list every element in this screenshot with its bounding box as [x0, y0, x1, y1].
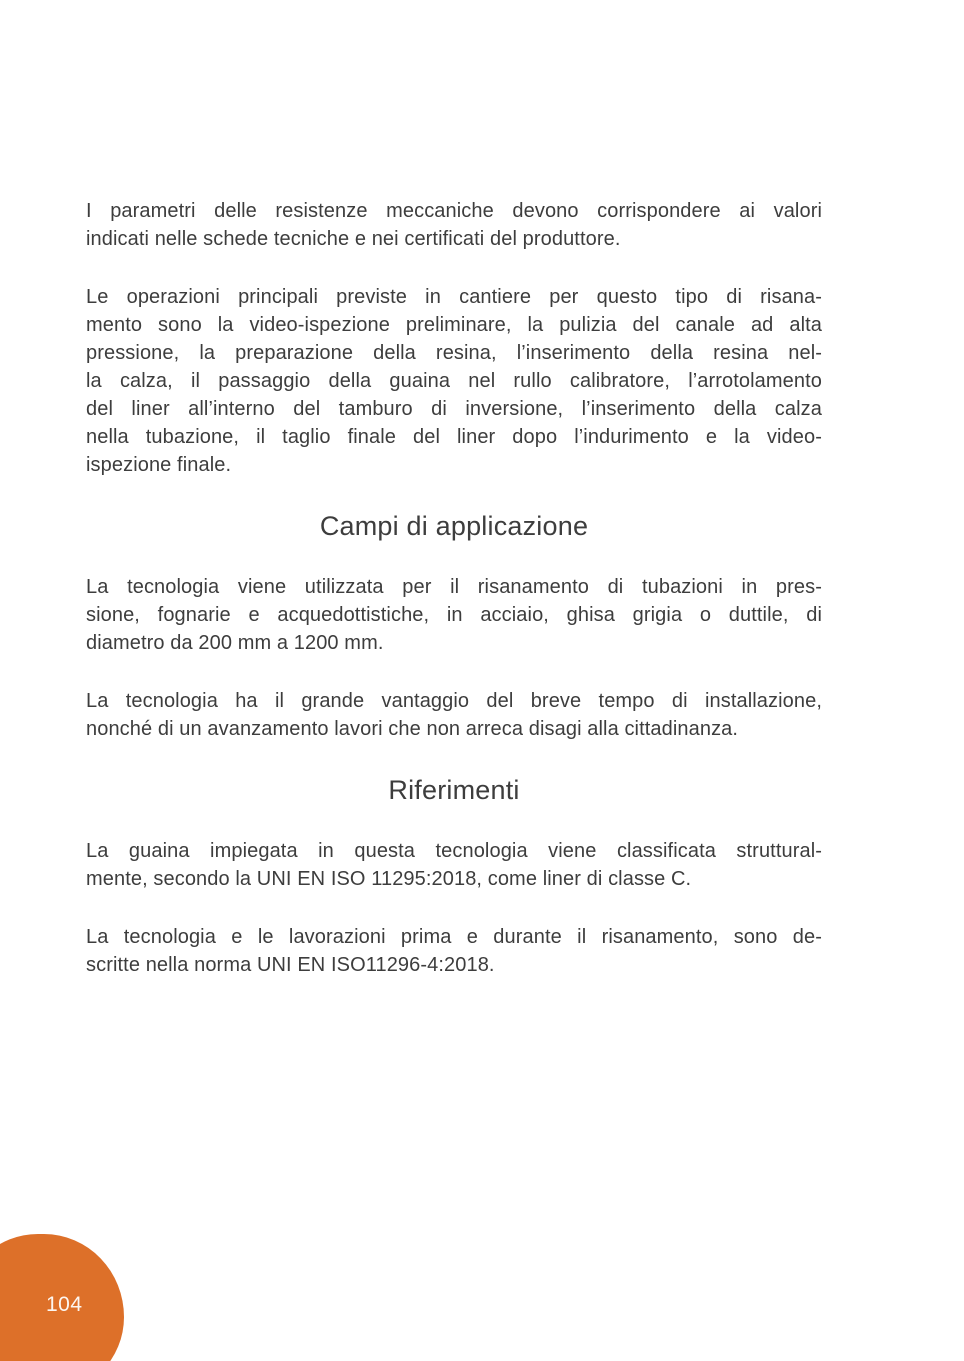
text-line: diametro da 200 mm a 1200 mm.: [86, 632, 384, 654]
section-heading-riferimenti: Riferimenti: [388, 775, 520, 805]
body-paragraph-6: [86, 923, 822, 979]
text-line: ispezione finale.: [86, 454, 232, 476]
body-paragraph-1: [86, 197, 822, 253]
text-line: Le operazioni principali previste in cantiere per questo tipo di risana-: [86, 286, 822, 308]
text-line: del liner all’interno del tamburo di inversione, l’inserimento della calza: [86, 398, 822, 420]
text-line: La tecnologia ha il grande vantaggio del breve tempo di installazione,: [86, 690, 822, 712]
text-line: la calza, il passaggio della guaina nel rullo calibratore, l’arrotolamento: [86, 370, 822, 392]
text-line: La tecnologia viene utilizzata per il risanamento di tubazioni in pres-: [86, 576, 822, 598]
text-line: nella tubazione, il taglio finale del liner dopo l’indurimento e la video-: [86, 426, 822, 448]
text-line: pressione, la preparazione della resina, l’inserimento della resina nel-: [86, 342, 822, 364]
text-line: mente, secondo la UNI EN ISO 11295:2018, come liner di classe C.: [86, 868, 692, 890]
text-line: mento sono la video-ispezione preliminare, la pulizia del canale ad alta: [86, 314, 822, 336]
page-number-badge: [0, 1234, 124, 1361]
page-number: 104: [46, 1293, 83, 1316]
body-paragraph-3: [86, 573, 822, 657]
text-line: I parametri delle resistenze meccaniche devono corrispondere ai valori: [86, 200, 822, 222]
body-paragraph-4: [86, 687, 822, 743]
text-line: nonché di un avanzamento lavori che non arreca disagi alla cittadinanza.: [86, 718, 739, 740]
text-line: scritte nella norma UNI EN ISO11296-4:2018.: [86, 954, 495, 976]
text-line: La tecnologia e le lavorazioni prima e durante il risanamento, sono de-: [86, 926, 822, 948]
body-paragraph-5: [86, 837, 822, 893]
section-heading-campi-di-applicazione: Campi di applicazione: [319, 511, 589, 541]
text-line: sione, fognarie e acquedottistiche, in acciaio, ghisa grigia o duttile, di: [86, 604, 822, 626]
text-column: [86, 0, 822, 1009]
text-line: indicati nelle schede tecniche e nei certificati del produttore.: [86, 228, 621, 250]
text-line: La guaina impiegata in questa tecnologia viene classificata struttural-: [86, 840, 822, 862]
body-paragraph-2: [86, 283, 822, 479]
